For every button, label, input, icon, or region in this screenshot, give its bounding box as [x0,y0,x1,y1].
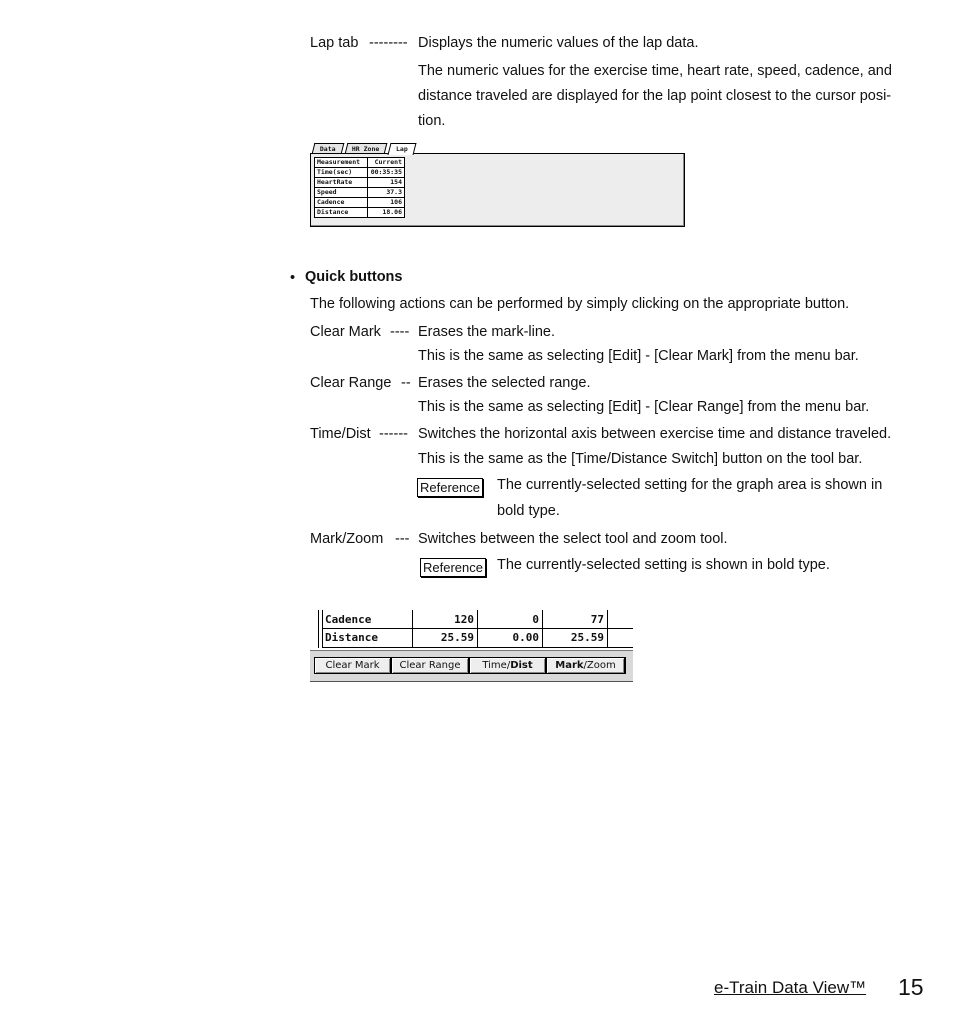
dist-label: Dist [510,660,533,671]
footer-title: e-Train Data View™ [714,978,867,997]
grid-cell: 25.59 [570,631,604,644]
table-row [315,198,405,208]
lap-tab-screenshot [310,143,685,227]
row-value: 37.3 [368,188,405,198]
column-header: Measurement [315,158,368,168]
time-label: Time/ [482,660,511,671]
time-dist-leader: ------ [379,426,408,442]
grid-cell: 25.59 [440,631,474,644]
lap-tab-leader: -------- [369,35,408,51]
row-value: 154 [368,178,405,188]
table-row [315,188,405,198]
mark-zoom-button[interactable] [546,657,625,674]
time-dist-button[interactable] [469,657,546,674]
lap-tab-desc: Displays the numeric values of the lap data. [418,35,699,51]
mark-zoom-term: Mark/Zoom [310,531,384,547]
mark-zoom-ref-line: The currently-selected setting is shown in bold type. [497,557,830,573]
table-row [315,208,405,218]
lap-table [314,157,405,218]
time-dist-ref-line-2: bold type. [497,503,560,519]
row-value: 106 [368,198,405,208]
tab-hr-zone[interactable]: HR Zone [345,143,388,154]
clear-range-button[interactable]: Clear Range [391,657,469,674]
row-label: Speed [315,188,368,198]
time-dist-line-1: Switches the horizontal axis between exercise time and distance traveled. [418,426,892,442]
row-label: Distance [315,208,368,218]
quick-buttons-heading: Quick buttons [305,269,403,285]
quick-buttons-screenshot [310,610,635,684]
clear-range-term: Clear Range [310,375,392,391]
table-row [315,178,405,188]
lap-detail-line-1: The numeric values for the exercise time, heart rate, speed, cadence, and [418,63,892,79]
page-number: 15 [898,974,924,1000]
clear-mark-button[interactable]: Clear Mark [314,657,391,674]
row-value: 00:35:35 [368,168,405,178]
lap-detail-line-2: distance traveled are displayed for the lap point closest to the cursor posi- [418,88,892,104]
table-header-row [315,158,405,168]
lap-tab-term: Lap tab [310,35,359,51]
row-label: HeartRate [315,178,368,188]
row-label: Time(sec) [315,168,368,178]
time-dist-line-2: This is the same as the [Time/Distance Switch] button on the tool bar. [418,451,863,467]
column-header: Current [368,158,405,168]
mark-label: Mark [555,660,584,671]
clear-mark-line-2: This is the same as selecting [Edit] - [Clear Mark] from the menu bar. [418,348,859,364]
clear-mark-term: Clear Mark [310,324,381,340]
clear-mark-leader: ---- [390,324,410,340]
zoom-label: /Zoom [583,660,616,671]
grid-cell: 120 [454,613,474,626]
grid-cell: 0.00 [512,631,539,644]
mark-zoom-leader: --- [395,531,410,547]
bullet: • [290,270,296,286]
grid-cell: 0 [532,613,539,626]
tab-data[interactable]: Data [312,143,345,154]
data-grid [310,610,633,648]
table-row [315,168,405,178]
row-value: 18.06 [368,208,405,218]
grid-row-label: Cadence [325,613,372,626]
lap-detail-line-3: tion. [418,113,446,129]
tab-lap[interactable]: Lap [388,143,417,155]
reference-badge: Reference [420,558,486,577]
mark-zoom-line-1: Switches between the select tool and zoom tool. [418,531,728,547]
quick-button-bar [310,650,633,682]
clear-range-line-2: This is the same as selecting [Edit] - [Clear Range] from the menu bar. [418,399,870,415]
reference-badge: Reference [417,478,483,497]
clear-mark-line-1: Erases the mark-line. [418,324,555,340]
grid-row-label: Distance [325,631,378,644]
lap-panel [310,153,685,227]
clear-range-leader: -- [401,375,411,391]
time-dist-ref-line-1: The currently-selected setting for the graph area is shown in [497,477,883,493]
quick-intro: The following actions can be performed by simply clicking on the appropriate button. [310,296,850,312]
clear-range-line-1: Erases the selected range. [418,375,591,391]
time-dist-term: Time/Dist [310,426,371,442]
row-label: Cadence [315,198,368,208]
grid-cell: 77 [590,613,604,626]
